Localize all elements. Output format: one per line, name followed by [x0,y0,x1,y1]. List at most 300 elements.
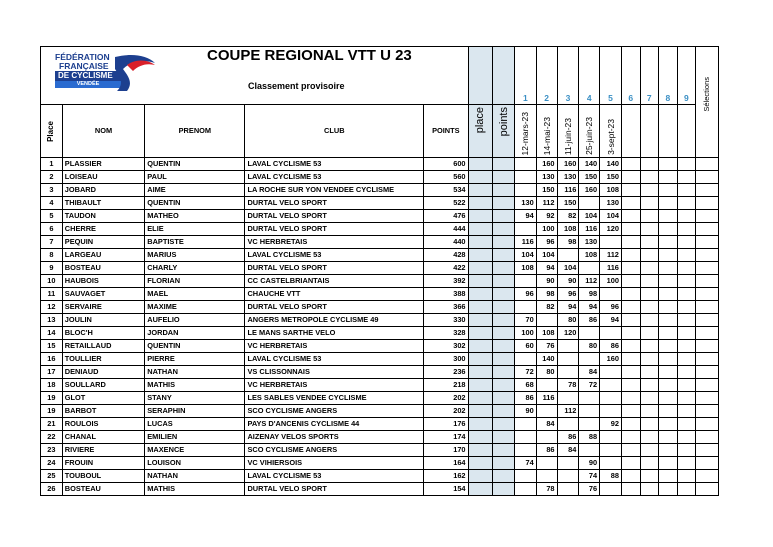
round-score-cell [659,301,678,314]
round-score-cell: 160 [579,184,600,197]
points-cell: 328 [424,327,468,340]
points-cell: 202 [424,392,468,405]
points-total-cell [493,340,515,353]
table-row [41,223,719,236]
round-score-cell [621,275,640,288]
round-score-cell [677,392,696,405]
round-score-cell [640,327,659,340]
rank-cell: 26 [41,483,63,496]
club-cell: DURTAL VELO SPORT [245,210,424,223]
round-score-cell [659,431,678,444]
round-score-cell [677,210,696,223]
points-total-cell [493,314,515,327]
round-score-cell [640,288,659,301]
round-score-cell [621,184,640,197]
round-score-cell [659,483,678,496]
round-score-cell [621,431,640,444]
table-row [41,483,719,496]
round-score-cell [677,366,696,379]
round-score-cell: 160 [600,353,622,366]
round-num-cell [557,47,579,105]
round-score-cell [514,470,536,483]
table-row [41,327,719,340]
club-cell: LES SABLES VENDEE CYCLISME [245,392,424,405]
points-total-cell [493,470,515,483]
points-cell: 440 [424,236,468,249]
round-score-cell [557,340,579,353]
points-total-cell [493,171,515,184]
round-date-cell [621,105,640,158]
round-date-cell [600,105,622,158]
place-cell [468,288,493,301]
round-score-cell [677,314,696,327]
round-score-cell [514,184,536,197]
round-score-cell: 116 [579,223,600,236]
logo-line1: FÉDÉRATION [55,52,110,62]
table-row [41,392,719,405]
prenom-cell: NATHAN [145,366,245,379]
round-score-cell [600,392,622,405]
rank-cell: 24 [41,457,63,470]
prenom-cell: CHARLY [145,262,245,275]
round-score-cell [621,353,640,366]
club-cell: DURTAL VELO SPORT [245,197,424,210]
place-cell [468,275,493,288]
points-total-cell [493,158,515,171]
nom-cell: TOUBOUL [62,470,144,483]
round-score-cell [659,392,678,405]
round-score-cell [536,405,557,418]
round-score-cell [600,431,622,444]
round-score-cell [621,197,640,210]
round-score-cell [677,197,696,210]
club-cell: SCO CYCLISME ANGERS [245,444,424,457]
points-cell: 522 [424,197,468,210]
round-score-cell: 92 [600,418,622,431]
club-cell: AIZENAY VELOS SPORTS [245,431,424,444]
round-score-cell [621,288,640,301]
round-score-cell [621,444,640,457]
round-score-cell: 130 [579,236,600,249]
round-score-cell [536,457,557,470]
club-cell: PAYS D'ANCENIS CYCLISME 44 [245,418,424,431]
nom-cell: RETAILLAUD [62,340,144,353]
round-score-cell: 70 [514,314,536,327]
rank-cell: 18 [41,379,63,392]
points-cell: 302 [424,340,468,353]
nom-cell: FROUIN [62,457,144,470]
table-row [41,197,719,210]
round-num-cell [621,47,640,105]
table-row [41,353,719,366]
club-cell: CC CASTELBRIANTAIS [245,275,424,288]
round-score-cell [514,171,536,184]
points-total-cell [493,353,515,366]
nom-cell: CHANAL [62,431,144,444]
round-score-cell [659,210,678,223]
place-col-top [468,47,493,105]
points-cell: 600 [424,158,468,171]
place-cell [468,483,493,496]
round-score-cell: 74 [579,470,600,483]
nom-cell: BOSTEAU [62,483,144,496]
round-number: 5 [608,93,613,103]
points-total-cell [493,457,515,470]
prenom-cell: MAXENCE [145,444,245,457]
nom-cell: BLOC'H [62,327,144,340]
round-score-cell [579,262,600,275]
place-cell [468,236,493,249]
ranking-table [40,46,719,496]
round-date-cell [579,105,600,158]
round-number: 9 [684,93,689,103]
nom-cell: HAUBOIS [62,275,144,288]
round-score-cell [640,470,659,483]
prenom-cell: AIME [145,184,245,197]
round-score-cell [677,327,696,340]
prenom-cell: MAXIME [145,301,245,314]
club-cell: VC HERBRETAIS [245,236,424,249]
round-score-cell [600,366,622,379]
round-score-cell [557,457,579,470]
round-score-cell: 140 [536,353,557,366]
round-score-cell [640,457,659,470]
club-cell: VC VIHIERSOIS [245,457,424,470]
round-score-cell [677,171,696,184]
round-score-cell [659,288,678,301]
nom-cell: CHERRE [62,223,144,236]
round-score-cell: 78 [536,483,557,496]
place-cell [468,210,493,223]
round-score-cell: 116 [557,184,579,197]
round-number: 8 [665,93,671,103]
points-v-label: points [497,107,510,137]
selections-cell [696,197,719,210]
club-cell: VS CLISSONNAIS [245,366,424,379]
table-row [41,171,719,184]
selections-cell [696,171,719,184]
round-score-cell [640,444,659,457]
round-score-cell [600,444,622,457]
prenom-cell: SERAPHIN [145,405,245,418]
round-score-cell [600,288,622,301]
selections-cell [696,431,719,444]
round-score-cell: 74 [514,457,536,470]
round-date-cell [536,105,557,158]
round-score-cell [677,431,696,444]
points-cell: 388 [424,288,468,301]
round-score-cell: 150 [600,171,622,184]
round-score-cell [640,236,659,249]
round-score-cell [557,483,579,496]
points-cell: 218 [424,379,468,392]
round-score-cell [659,470,678,483]
round-score-cell: 96 [536,236,557,249]
classement-sheet [40,46,719,507]
round-score-cell: 104 [536,249,557,262]
round-score-cell [659,418,678,431]
round-score-cell [659,236,678,249]
place-cell [468,431,493,444]
rank-cell: 6 [41,223,63,236]
round-score-cell: 120 [600,223,622,236]
round-score-cell [514,483,536,496]
round-score-cell: 130 [536,171,557,184]
nom-cell: ROULOIS [62,418,144,431]
round-score-cell [677,301,696,314]
round-score-cell [677,262,696,275]
round-num-cell [600,47,622,105]
rank-cell: 7 [41,236,63,249]
rank-cell: 5 [41,210,63,223]
round-score-cell: 88 [579,431,600,444]
selections-cell [696,379,719,392]
table-row [41,431,719,444]
round-score-cell [640,418,659,431]
selections-cell [696,340,719,353]
table-row [41,418,719,431]
prenom-header: PRENOM [145,105,245,158]
rank-cell: 19 [41,392,63,405]
selections-header [696,47,719,158]
title-block [41,47,469,105]
round-score-cell: 100 [514,327,536,340]
table-row [41,314,719,327]
nom-cell: JOULIN [62,314,144,327]
round-score-cell [536,314,557,327]
prenom-cell: LUCAS [145,418,245,431]
prenom-cell: AUFELIO [145,314,245,327]
round-score-cell [621,392,640,405]
selections-cell [696,223,719,236]
round-score-cell: 104 [600,210,622,223]
round-score-cell [659,223,678,236]
round-date: 11-juin-23 [562,117,573,155]
selections-cell [696,314,719,327]
round-score-cell: 108 [514,262,536,275]
selections-cell [696,249,719,262]
prenom-cell: STANY [145,392,245,405]
selections-label: Sélections [702,77,712,112]
club-cell: ANGERS METROPOLE CYCLISME 49 [245,314,424,327]
round-date: 3-sept-23 [605,119,616,155]
round-score-cell [514,418,536,431]
round-score-cell: 76 [579,483,600,496]
points-cell: 392 [424,275,468,288]
rank-cell: 21 [41,418,63,431]
club-cell: LAVAL CYCLISME 53 [245,470,424,483]
round-score-cell [677,340,696,353]
prenom-cell: JORDAN [145,327,245,340]
rank-cell: 12 [41,301,63,314]
round-score-cell [640,197,659,210]
points-total-cell [493,210,515,223]
selections-cell [696,236,719,249]
round-score-cell: 80 [557,314,579,327]
round-score-cell [659,184,678,197]
round-score-cell [600,327,622,340]
table-row [41,288,719,301]
points-cell: 300 [424,353,468,366]
round-score-cell [677,444,696,457]
round-number: 7 [646,93,652,103]
selections-cell [696,275,719,288]
selections-cell [696,353,719,366]
round-score-cell [659,405,678,418]
round-score-cell: 92 [536,210,557,223]
round-score-cell [621,379,640,392]
round-score-cell: 76 [536,340,557,353]
round-number: 3 [565,93,571,103]
round-score-cell [640,223,659,236]
round-score-cell: 108 [557,223,579,236]
round-score-cell: 160 [536,158,557,171]
round-score-cell: 94 [600,314,622,327]
logo-swoosh-icon [113,53,157,93]
place-cell [468,444,493,457]
round-score-cell [621,210,640,223]
points-header: POINTS [424,105,468,158]
round-score-cell: 94 [557,301,579,314]
points-total-cell [493,249,515,262]
place-header-label: Place [46,120,56,142]
points-cell: 330 [424,314,468,327]
round-score-cell [621,340,640,353]
prenom-cell: MAEL [145,288,245,301]
round-score-cell: 140 [600,158,622,171]
round-score-cell [621,301,640,314]
round-score-cell [659,366,678,379]
round-score-cell: 78 [557,379,579,392]
points-total-cell [493,236,515,249]
round-score-cell [514,223,536,236]
round-score-cell [640,301,659,314]
points-cell: 476 [424,210,468,223]
round-num-cell [514,47,536,105]
points-total-cell [493,184,515,197]
selections-cell [696,470,719,483]
prenom-cell: QUENTIN [145,158,245,171]
round-score-cell: 96 [514,288,536,301]
round-score-cell: 108 [536,327,557,340]
round-score-cell [640,158,659,171]
nom-cell: PLASSIER [62,158,144,171]
table-row [41,210,719,223]
round-score-cell [677,405,696,418]
selections-cell [696,444,719,457]
place-cell [468,158,493,171]
selections-cell [696,262,719,275]
selections-cell [696,288,719,301]
club-cell: DURTAL VELO SPORT [245,483,424,496]
round-number: 6 [628,93,634,103]
nom-cell: TAUDON [62,210,144,223]
club-cell: LE MANS SARTHE VELO [245,327,424,340]
prenom-cell: LOUISON [145,457,245,470]
points-total-cell [493,418,515,431]
round-score-cell: 86 [557,431,579,444]
round-num-cell [659,47,678,105]
round-score-cell: 160 [557,158,579,171]
points-total-cell [493,431,515,444]
place-cell [468,353,493,366]
round-num-cell [640,47,659,105]
rank-cell: 15 [41,340,63,353]
ffc-logo [55,53,165,97]
ranking-rows [41,158,719,496]
round-num-cell [536,47,557,105]
round-score-cell [659,379,678,392]
round-score-cell: 112 [536,197,557,210]
round-score-cell [659,314,678,327]
round-score-cell: 108 [579,249,600,262]
nom-cell: LARGEAU [62,249,144,262]
round-score-cell: 86 [514,392,536,405]
selections-cell [696,184,719,197]
round-num-cell [677,47,696,105]
round-score-cell: 94 [514,210,536,223]
round-score-cell: 90 [579,457,600,470]
rank-cell: 10 [41,275,63,288]
selections-cell [696,418,719,431]
round-score-cell [557,392,579,405]
round-score-cell [621,249,640,262]
round-score-cell: 116 [600,262,622,275]
round-score-cell [640,392,659,405]
round-score-cell [640,249,659,262]
round-score-cell [659,249,678,262]
rank-cell: 8 [41,249,63,262]
place-cell [468,392,493,405]
table-row [41,470,719,483]
place-cell [468,301,493,314]
round-score-cell [600,379,622,392]
points-total-cell [493,405,515,418]
round-score-cell [557,249,579,262]
prenom-cell: ELIE [145,223,245,236]
round-score-cell [579,418,600,431]
round-score-cell [659,158,678,171]
round-score-cell [536,379,557,392]
round-score-cell [514,301,536,314]
prenom-cell: QUENTIN [145,340,245,353]
round-score-cell [677,236,696,249]
round-score-cell [579,405,600,418]
round-score-cell: 72 [514,366,536,379]
round-score-cell [677,379,696,392]
round-score-cell: 88 [600,470,622,483]
selections-cell [696,392,719,405]
round-score-cell: 90 [536,275,557,288]
round-score-cell [640,275,659,288]
rank-cell: 3 [41,184,63,197]
round-score-cell [659,327,678,340]
round-score-cell: 98 [536,288,557,301]
round-date-cell [640,105,659,158]
round-score-cell [536,431,557,444]
round-score-cell: 104 [579,210,600,223]
round-score-cell: 94 [536,262,557,275]
table-row [41,184,719,197]
round-score-cell [621,223,640,236]
round-score-cell [621,171,640,184]
round-score-cell [677,483,696,496]
club-cell: SCO CYCLISME ANGERS [245,405,424,418]
round-score-cell: 80 [536,366,557,379]
rank-cell: 22 [41,431,63,444]
round-score-cell [600,236,622,249]
round-number: 2 [544,93,549,103]
